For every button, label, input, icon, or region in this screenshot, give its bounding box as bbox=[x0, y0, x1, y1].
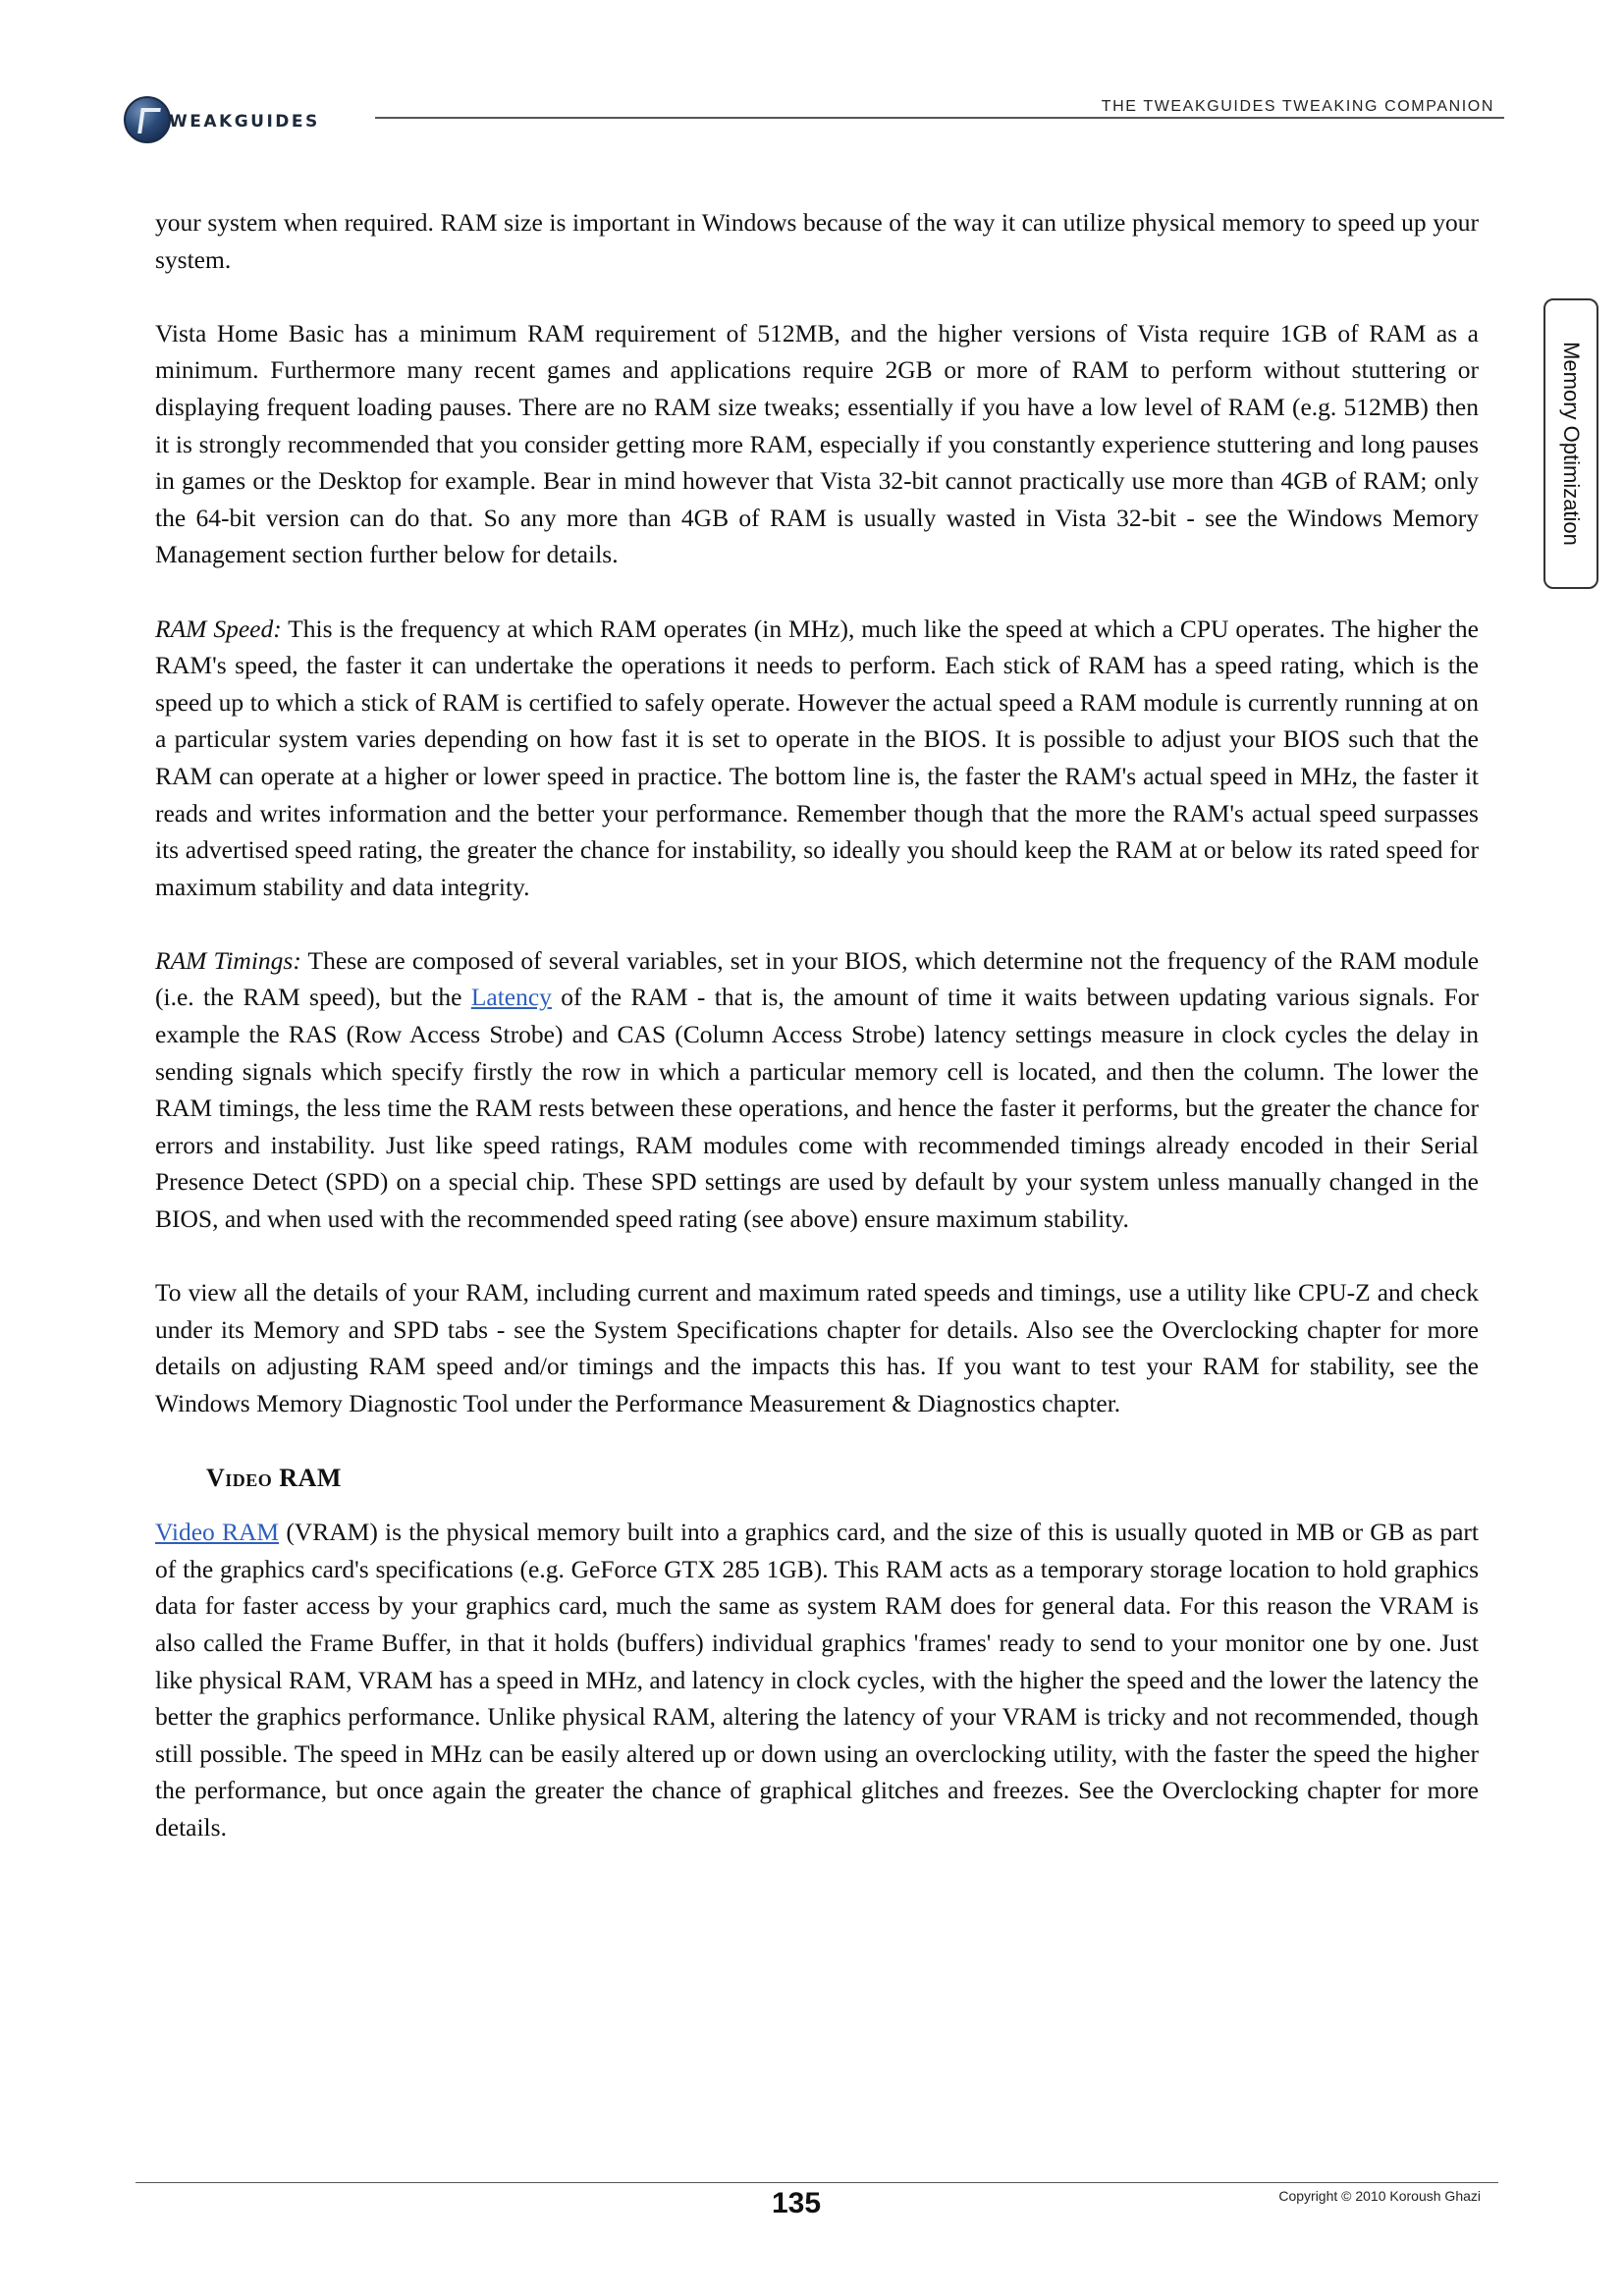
term-ram-timings: RAM Timings: bbox=[155, 945, 301, 975]
page-number: 135 bbox=[772, 2187, 822, 2219]
logo-emblem-icon bbox=[124, 96, 171, 143]
term-ram-speed: RAM Speed: bbox=[155, 614, 282, 643]
latency-link[interactable]: Latency bbox=[470, 983, 552, 1012]
video-ram-link[interactable]: Video RAM bbox=[155, 1518, 280, 1547]
copyright-notice: Copyright © 2010 Koroush Ghazi bbox=[1278, 2188, 1481, 2204]
paragraph-video-ram bbox=[155, 1514, 1479, 1845]
ram-timings-text-before: These are composed of several variables, set in your BIOS, which determine not the frequency of the RAM module (i.e. the RAM speed), but the bbox=[155, 945, 1480, 1012]
footer-divider bbox=[135, 2182, 1498, 2183]
chapter-tab-label: Memory Optimization bbox=[1559, 342, 1584, 546]
document-title: THE TWEAKGUIDES TWEAKING COMPANION bbox=[1101, 98, 1494, 115]
paragraph-view-ram-details: To view all the details of your RAM, including current and maximum rated speeds and timings, use a utility like CPU-Z and check under its Memory and SPD tabs - see the System Specifications chapter for details. Also see the Overclocking chapter for more details on adjusting RAM speed and/or timings and the impacts this has. If you want to test your RAM for stability, see the Windows Memory Diagnostic Tool under the Performance Measurement & Diagnostics chapter. bbox=[155, 1278, 1479, 1417]
section-heading-video-ram: Video RAM bbox=[206, 1464, 342, 1493]
paragraph-ram-speed bbox=[155, 611, 1479, 906]
header-divider bbox=[375, 117, 1504, 119]
ram-speed-text: This is the frequency at which RAM operates (in MHz), much like the speed at which a CPU operates. The higher the RAM's speed, the faster it can undertake the operations it needs to perform. Each stick of RAM has a speed rating, which is the speed up to which a stick of RAM is certified to safely operate. However the actual speed a RAM module is currently running at on a particular system varies depending on how fast it is set to operate in the BIOS. It is possible to adjust your BIOS such that the RAM can operate at a higher or lower speed in practice. The bottom line is, the faster the RAM's actual speed in MHz, the faster it reads and writes information and the better your performance. Remember though that the more the RAM's actual speed surpasses its advertised speed rating, the greater the chance for instability, so ideally you should keep the RAM at or below its rated speed for maximum stability and data integrity. bbox=[155, 614, 1479, 901]
logo-text: WEAKGUIDES bbox=[169, 112, 320, 132]
paragraph-vista-ram-requirements: Vista Home Basic has a minimum RAM requirement of 512MB, and the higher versions of Vista require 1GB of RAM as a minimum. Furthermore many recent games and applications require 2GB or more of RAM to perform without stuttering or displaying frequent loading pauses. There are no RAM size tweaks; essentially if you have a low level of RAM (e.g. 512MB) then it is strongly recommended that you consider getting more RAM, especially if you constantly experience stuttering and long pauses in games or the Desktop for example. Bear in mind however that Vista 32-bit cannot practically use more than 4GB of RAM; only the 64-bit version can do that. So any more than 4GB of RAM is usually wasted in Vista 32-bit - see the Windows Memory Management section further below for details. bbox=[155, 318, 1479, 569]
video-ram-text: (VRAM) is the physical memory built into a graphics card, and the size of this is usually quoted in MB or GB as part of the graphics card's specifications (e.g. GeForce GTX 285 1GB). This RAM acts as a temporary storage location to hold graphics data for faster access by your graphics card, much the same as system RAM does for general data. For this reason the VRAM is also called the Frame Buffer, in that it holds (buffers) individual graphics 'frames' ready to send to your monitor one by one. Just like physical RAM, VRAM has a speed in MHz, and latency in clock cycles, with the higher the speed and the lower the latency the better the graphics performance. Unlike physical RAM, altering the latency of your VRAM is tricky and not recommended, though still possible. The speed in MHz can be easily altered up or down using an overclocking utility, with the faster the speed the higher the performance, but once again the greater the chance of graphical glitches and freezes. See the Overclocking chapter for more details. bbox=[155, 1518, 1480, 1842]
ram-timings-text-after: of the RAM - that is, the amount of time it waits between updating various signals. For example the RAS (Row Access Strobe) and CAS (Column Access Strobe) latency settings measure in clock cycles the delay in sending signals which specify firstly the row in which a particular memory cell is located, and then the column. The lower the RAM timings, the less time the RAM rests between these operations, and hence the faster it performs, but the greater the chance for errors and instability. Just like speed ratings, RAM modules come with recommended timings already encoded in their Serial Presence Detect (SPD) on a special chip. These SPD settings are used by default by your system unless manually changed in the BIOS, and when used with the recommended speed rating (see above) ensure maximum stability. bbox=[155, 983, 1479, 1234]
paragraph-ram-timings bbox=[155, 942, 1479, 1238]
page-body bbox=[155, 204, 1479, 1883]
tweakguides-logo bbox=[124, 94, 369, 149]
chapter-side-tab bbox=[1543, 298, 1598, 589]
paragraph-ram-size-continued: your system when required. RAM size is important in Windows because of the way it can utilize physical memory to speed up your system. bbox=[155, 208, 1479, 274]
